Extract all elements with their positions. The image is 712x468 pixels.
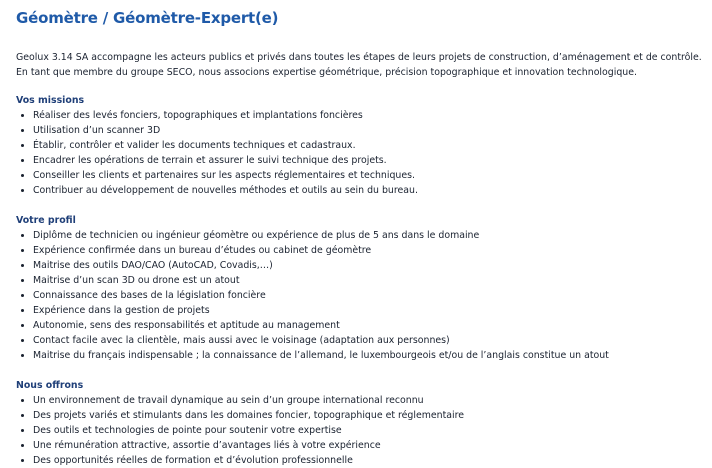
list-item: Utilisation d’un scanner 3D bbox=[16, 123, 712, 138]
list-item: Établir, contrôler et valider les documents techniques et cadastraux. bbox=[16, 138, 712, 153]
list-item: Des projets variés et stimulants dans les domaines foncier, topographique et réglementaire bbox=[16, 408, 712, 423]
section-offer bbox=[16, 380, 712, 468]
list-item: Des opportunités réelles de formation et d’évolution professionnelle bbox=[16, 453, 712, 468]
list-item: Encadrer les opérations de terrain et assurer le suivi technique des projets. bbox=[16, 153, 712, 168]
list-item: Expérience dans la gestion de projets bbox=[16, 303, 712, 318]
list-item: Des outils et technologies de pointe pour soutenir votre expertise bbox=[16, 423, 712, 438]
list-item: Conseiller les clients et partenaires sur les aspects réglementaires et techniques. bbox=[16, 168, 712, 183]
intro-paragraph: Geolux 3.14 SA accompagne les acteurs publics et privés dans toutes les étapes de leurs projets de construction, d’aménagement et de contrôle. En tant que membre du groupe SECO, nous associons expertise géométrique, précision topographique et innovation technologique. bbox=[16, 52, 702, 78]
list-item: Contact facile avec la clientèle, mais aussi avec le voisinage (adaptation aux personnes) bbox=[16, 333, 712, 348]
list-item: Un environnement de travail dynamique au sein d’un groupe international reconnu bbox=[16, 393, 712, 408]
list-item: Une rémunération attractive, assortie d’avantages liés à votre expérience bbox=[16, 438, 712, 453]
list-item: Maitrise d’un scan 3D ou drone est un atout bbox=[16, 273, 712, 288]
missions-list bbox=[16, 108, 712, 198]
section-profile bbox=[16, 215, 712, 363]
list-item: Autonomie, sens des responsabilités et aptitude au management bbox=[16, 318, 712, 333]
job-title: Géomètre / Géomètre-Expert(e) bbox=[16, 9, 279, 27]
list-item: Maitrise des outils DAO/CAO (AutoCAD, Covadis,…) bbox=[16, 258, 712, 273]
profile-list bbox=[16, 228, 712, 363]
list-item: Diplôme de technicien ou ingénieur géomètre ou expérience de plus de 5 ans dans le domaine bbox=[16, 228, 712, 243]
list-item: Expérience confirmée dans un bureau d’études ou cabinet de géomètre bbox=[16, 243, 712, 258]
list-item: Maitrise du français indispensable ; la connaissance de l’allemand, le luxembourgeois et/ou de l’anglais constitue un atout bbox=[16, 348, 712, 363]
section-missions bbox=[16, 95, 712, 198]
section-heading-missions: Vos missions bbox=[16, 95, 85, 106]
section-heading-offer: Nous offrons bbox=[16, 380, 84, 391]
list-item: Contribuer au développement de nouvelles méthodes et outils au sein du bureau. bbox=[16, 183, 712, 198]
list-item: Réaliser des levés fonciers, topographiques et implantations foncières bbox=[16, 108, 712, 123]
offer-list bbox=[16, 393, 712, 468]
list-item: Connaissance des bases de la législation foncière bbox=[16, 288, 712, 303]
section-heading-profile: Votre profil bbox=[16, 215, 76, 226]
